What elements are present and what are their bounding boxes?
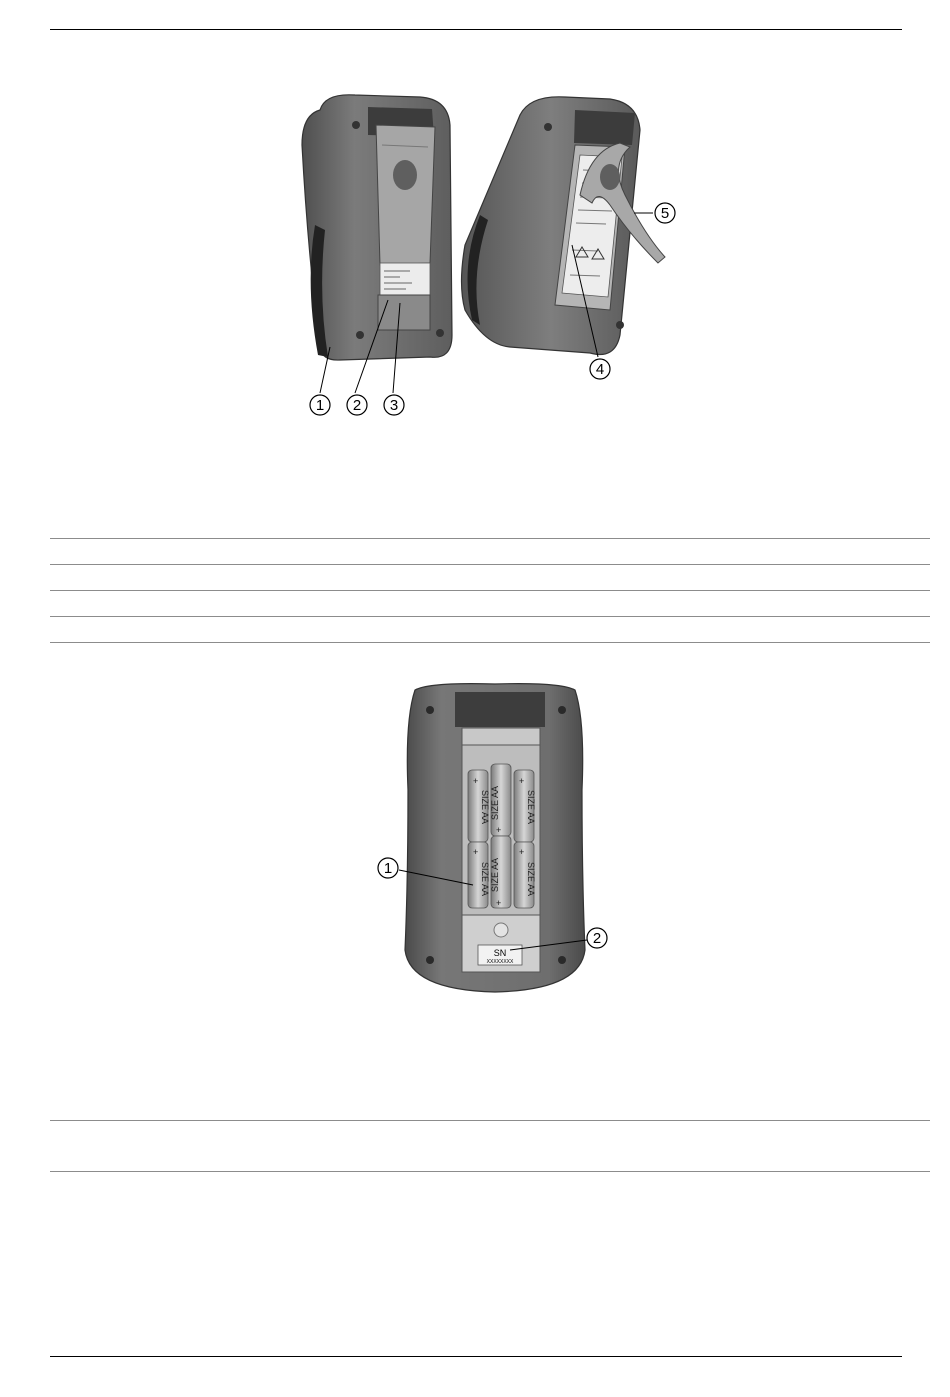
svg-text:+: + [519, 776, 525, 786]
svg-text:SIZE AA: SIZE AA [526, 862, 536, 897]
svg-text:+: + [473, 847, 479, 857]
callout-1 [378, 858, 398, 878]
table-2-rule [50, 1120, 930, 1121]
battery-cell [514, 770, 536, 842]
table-1-rule [50, 538, 930, 539]
serial-value: XXXXXXXX [486, 959, 514, 965]
svg-text:2: 2 [592, 930, 602, 947]
svg-text:SIZE AA: SIZE AA [526, 790, 536, 825]
callout-1 [310, 395, 330, 415]
svg-text:SIZE AA: SIZE AA [480, 862, 490, 897]
table-1-rule [50, 616, 930, 617]
callout-4 [590, 359, 610, 379]
callout-3 [384, 395, 404, 415]
callout-5 [655, 203, 675, 223]
svg-text:5: 5 [660, 205, 670, 222]
figure-instrument-back-views [280, 85, 700, 430]
footer-rule [50, 1356, 902, 1357]
svg-text:1: 1 [383, 860, 393, 877]
svg-text:SIZE AA: SIZE AA [480, 790, 490, 825]
svg-text:+: + [496, 898, 502, 908]
figure-battery-compartment [370, 680, 620, 1000]
callout-2 [347, 395, 367, 415]
svg-text:SIZE AA: SIZE AA [490, 857, 500, 892]
battery-cell [490, 836, 511, 908]
svg-text:+: + [519, 847, 525, 857]
battery-cell [468, 842, 490, 908]
svg-text:4: 4 [595, 361, 605, 378]
serial-label: SN [493, 948, 507, 958]
battery-cell [514, 842, 536, 908]
battery-cell [490, 764, 511, 836]
svg-text:+: + [473, 776, 479, 786]
svg-text:SIZE AA: SIZE AA [490, 785, 500, 820]
svg-text:3: 3 [389, 397, 399, 414]
header-rule [50, 29, 902, 30]
table-2-rule [50, 1171, 930, 1172]
battery-cell [468, 770, 490, 842]
instrument-back-right [462, 97, 666, 355]
callout-2 [587, 928, 607, 948]
instrument-back-left [302, 95, 452, 360]
table-1-rule [50, 590, 930, 591]
svg-text:2: 2 [352, 397, 362, 414]
table-1-rule [50, 564, 930, 565]
svg-text:+: + [496, 825, 502, 835]
battery-pack [468, 764, 536, 908]
svg-text:1: 1 [315, 397, 325, 414]
table-1-rule [50, 642, 930, 643]
